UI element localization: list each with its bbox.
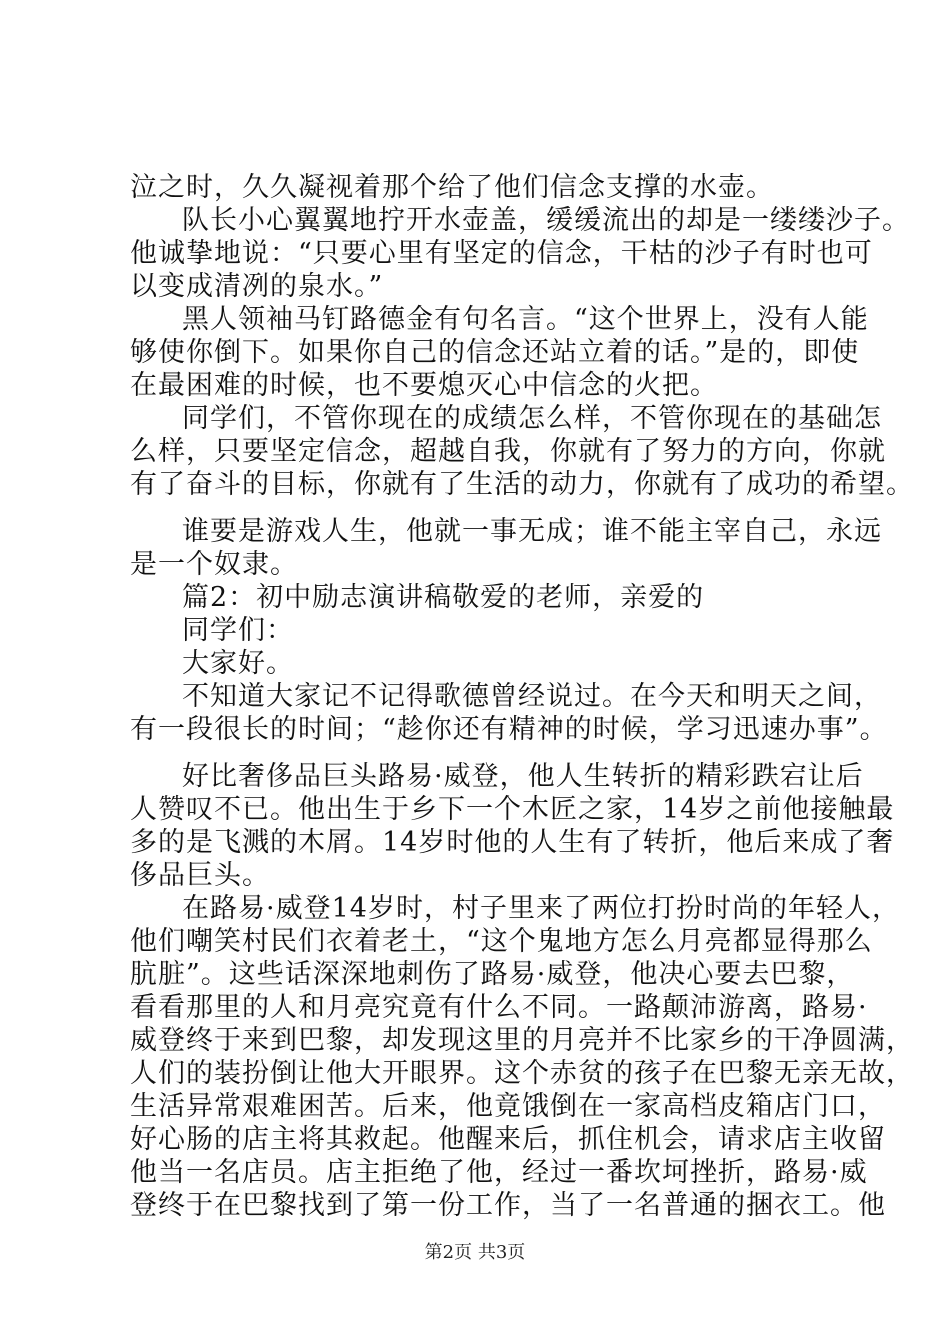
text-line: 人们的装扮倒让他大开眼界。这个赤贫的孩子在巴黎无亲无故， [130,1058,914,1089]
salutation-line: 同学们： [182,615,294,646]
text-line: 在最困难的时候，也不要熄灭心中信念的火把。 [130,370,718,401]
text-line: 生活异常艰难困苦。后来，他竟饿倒在一家高档皮箱店门口， [130,1091,886,1122]
text-line: 侈品巨头。 [130,860,270,891]
text-line: 肮脏”。这些话深深地刺伤了路易·威登，他决心要去巴黎， [130,959,855,990]
text-line: 他诚挚地说：“只要心里有坚定的信念，干枯的沙子有时也可 [130,238,873,269]
text-line: 是一个奴隶。 [130,549,298,580]
text-line: 多的是飞溅的木屑。14岁时他的人生有了转折，他后来成了奢 [130,827,895,858]
paragraph-start-line: 好比奢侈品巨头路易·威登，他人生转折的精彩跌宕让后 [182,761,864,792]
text-line: 人赞叹不已。他出生于乡下一个木匠之家，14岁之前他接触最 [130,794,895,825]
text-line: 他们嘲笑村民们衣着老土，“这个鬼地方怎么月亮都显得那么 [130,926,873,957]
greeting-line: 大家好。 [182,648,294,679]
text-line: 么样，只要坚定信念，超越自我，你就有了努力的方向，你就 [130,436,886,467]
text-line: 以变成清冽的泉水。” [130,271,384,302]
section-heading: 篇2：初中励志演讲稿敬爱的老师，亲爱的 [182,582,705,613]
text-line: 泣之时，久久凝视着那个给了他们信念支撑的水壶。 [130,172,774,203]
text-line: 好心肠的店主将其救起。他醒来后，抓住机会，请求店主收留 [130,1124,886,1155]
text-line: 他当一名店员。店主拒绝了他，经过一番坎坷挫折，路易·威 [130,1157,868,1188]
paragraph-start-line: 同学们，不管你现在的成绩怎么样，不管你现在的基础怎 [182,403,882,434]
paragraph-start-line: 在路易·威登14岁时，村子里来了两位打扮时尚的年轻人， [182,893,900,924]
text-line: 有了奋斗的目标，你就有了生活的动力，你就有了成功的希望。 [130,469,914,500]
page-footer: 第2页 共3页 [424,1242,526,1263]
paragraph-start-line: 黑人领袖马钉路德金有句名言。“这个世界上，没有人能 [182,304,869,335]
text-line: 看看那里的人和月亮究竟有什么不同。一路颠沛游离，路易· [130,992,868,1023]
paragraph-start-line: 谁要是游戏人生，他就一事无成；谁不能主宰自己，永远 [182,516,882,547]
text-line: 登终于在巴黎找到了第一份工作，当了一名普通的捆衣工。他 [130,1190,886,1221]
text-line: 够使你倒下。如果你自己的信念还站立着的话。”是的，即使 [130,337,860,368]
text-line: 威登终于来到巴黎，却发现这里的月亮并不比家乡的干净圆满， [130,1025,914,1056]
paragraph-start-line: 队长小心翼翼地拧开水壶盖，缓缓流出的却是一缕缕沙子。 [182,205,910,236]
text-line: 有一段很长的时间；“趁你还有精神的时候，学习迅速办事”。 [130,714,888,745]
paragraph-start-line: 不知道大家记不记得歌德曾经说过。在今天和明天之间， [182,681,882,712]
